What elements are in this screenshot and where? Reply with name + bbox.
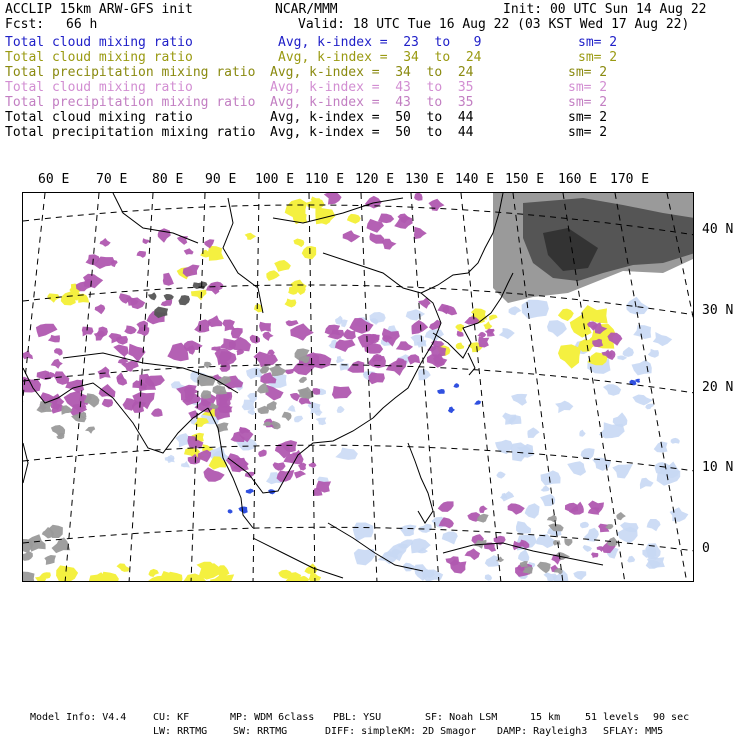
mid-cloud-blob [343, 230, 361, 242]
map-frame [22, 192, 694, 582]
low-cloud-yellow [117, 563, 130, 572]
grid-spacing: 15 km [530, 712, 561, 723]
field-name: Total precipitation mixing ratio [5, 65, 256, 80]
mid-cloud-blob [54, 348, 63, 356]
high-cloud-blob [148, 292, 157, 300]
low-cloud-yellow [558, 344, 581, 368]
low-cloud-blob [287, 405, 295, 412]
low-cloud-blob [617, 527, 638, 544]
low-cloud-blob [406, 309, 425, 320]
low-cloud-blob [502, 491, 515, 501]
longwave-scheme: LW: RRTMG [153, 726, 208, 737]
deep-cloud-spot [453, 383, 459, 388]
mid-cloud-blob [465, 548, 481, 560]
low-cloud-blob [547, 320, 567, 337]
mid-cloud-blob [335, 340, 356, 353]
low-cloud-blob [422, 570, 443, 583]
longitude-label: 120 E [355, 172, 395, 187]
field-name: Total precipitation mixing ratio [5, 95, 256, 110]
damping-scheme: DAMP: Rayleigh3 [497, 726, 588, 737]
time-step: 90 sec [653, 712, 690, 723]
organization-label: NCAR/MMM [275, 2, 338, 17]
mid-cloud-blob [113, 345, 128, 357]
field-smoothing: sm= 2 [578, 35, 618, 50]
high-cloud-blob [164, 294, 174, 300]
mid-cloud-blob [290, 393, 301, 401]
mid-cloud-blob [412, 320, 429, 334]
field-name: Total precipitation mixing ratio [5, 125, 256, 140]
high-cloud-blob [537, 562, 551, 574]
mid-cloud-blob [408, 354, 421, 364]
low-cloud-yellow [56, 565, 78, 582]
field-smoothing: sm= 2 [568, 125, 608, 140]
field-smoothing: sm= 2 [568, 110, 608, 125]
low-cloud-blob [337, 406, 345, 413]
low-cloud-blob [541, 486, 550, 492]
deep-cloud-spot [448, 407, 455, 414]
surface-scheme: SF: Noah LSM [425, 712, 498, 723]
low-cloud-blob [442, 532, 458, 545]
mid-cloud-blob [258, 450, 267, 458]
high-cloud-blob [178, 295, 190, 305]
mid-cloud-blob [208, 315, 222, 327]
low-cloud-yellow [208, 246, 224, 261]
longitude-label: 60 E [38, 172, 70, 187]
low-cloud-yellow [274, 260, 291, 272]
mid-cloud-blob [324, 193, 342, 205]
low-cloud-yellow [558, 309, 574, 322]
high-cloud-blob [564, 538, 572, 546]
field-name: Total cloud mixing ratio [5, 50, 193, 65]
field-name: Total cloud mixing ratio [5, 110, 193, 125]
low-cloud-blob [516, 521, 531, 534]
low-cloud-blob [671, 438, 680, 444]
low-cloud-blob [353, 523, 374, 542]
mid-cloud-blob [438, 501, 454, 512]
model-version: Model Info: V4.4 [30, 712, 127, 723]
high-cloud-blob [260, 366, 270, 373]
mid-cloud-blob [145, 375, 165, 386]
high-cloud-blob [299, 388, 308, 398]
deep-cloud-spot [437, 389, 445, 394]
low-cloud-blob [653, 332, 672, 346]
mid-cloud-blob [443, 305, 458, 315]
mid-cloud-blob [290, 323, 314, 340]
cloud-map [23, 193, 694, 582]
field-avg: Avg, k-index = 50 to 44 [270, 125, 474, 140]
high-cloud-blob [61, 405, 72, 415]
mid-cloud-blob [485, 329, 495, 336]
init-time: Init: 00 UTC Sun 14 Aug 22 [503, 2, 707, 17]
mid-cloud-blob [163, 273, 174, 286]
field-avg: Avg, k-index = 34 to 24 [278, 50, 482, 65]
low-cloud-blob [316, 418, 327, 426]
mid-cloud-blob [565, 503, 578, 512]
deep-cloud-spot [228, 509, 233, 513]
mid-cloud-blob [309, 462, 317, 468]
mid-cloud-blob [294, 471, 306, 479]
mid-cloud-blob [124, 325, 137, 334]
high-cloud-blob [204, 362, 212, 369]
mid-cloud-blob [478, 336, 489, 347]
pbl-scheme: PBL: YSU [333, 712, 382, 723]
low-cloud-blob [522, 300, 549, 319]
low-cloud-blob [294, 416, 303, 423]
mid-cloud-blob [277, 470, 295, 482]
low-cloud-blob [518, 549, 529, 562]
low-cloud-yellow [266, 270, 280, 281]
coastline [113, 193, 198, 243]
mid-cloud-blob [479, 506, 488, 514]
low-cloud-blob [335, 448, 358, 460]
high-cloud-blob [44, 555, 56, 565]
mid-cloud-blob [250, 335, 260, 344]
longitude-label: 170 E [610, 172, 650, 187]
microphysics-scheme: MP: WDM 6class [230, 712, 315, 723]
mid-cloud-blob [183, 265, 200, 277]
coastline [253, 538, 343, 578]
coastline [23, 443, 28, 483]
mid-cloud-blob [597, 546, 604, 552]
mid-cloud-blob [428, 199, 444, 211]
low-cloud-blob [612, 464, 633, 479]
mid-cloud-blob [36, 324, 58, 338]
cumulus-scheme: CU: KF [153, 712, 190, 723]
low-cloud-blob [579, 430, 585, 437]
mid-cloud-blob [116, 336, 128, 345]
low-cloud-yellow [347, 214, 361, 224]
field-avg: Avg, k-index = 50 to 44 [270, 110, 474, 125]
high-cloud-blob [299, 377, 307, 383]
coastline [408, 443, 433, 523]
low-cloud-blob [398, 540, 413, 549]
low-cloud-blob [336, 356, 345, 363]
low-cloud-yellow [285, 299, 297, 308]
low-cloud-blob [340, 363, 349, 371]
deep-cloud-spot [474, 400, 481, 405]
mid-cloud-blob [143, 238, 151, 244]
mid-cloud-blob [48, 335, 60, 343]
low-cloud-yellow [489, 315, 498, 321]
longitude-label: 150 E [505, 172, 545, 187]
mid-cloud-blob [396, 341, 413, 350]
mid-cloud-blob [382, 239, 397, 250]
mid-cloud-blob [311, 353, 331, 369]
longitude-label: 80 E [152, 172, 184, 187]
longitude-label: 130 E [405, 172, 445, 187]
mid-cloud-blob [591, 552, 598, 558]
high-cloud-blob [85, 427, 95, 434]
mid-cloud-blob [99, 384, 116, 397]
low-cloud-blob [623, 347, 634, 357]
mid-cloud-blob [137, 251, 146, 258]
mid-cloud-blob [100, 238, 111, 247]
low-cloud-blob [647, 519, 661, 531]
low-cloud-blob [499, 328, 515, 339]
field-avg: Avg, k-index = 43 to 35 [270, 80, 474, 95]
low-cloud-blob [645, 404, 654, 410]
forecast-hour: 66 h [66, 17, 98, 32]
low-cloud-blob [580, 522, 589, 529]
high-cloud-blob [616, 512, 626, 520]
low-cloud-yellow [302, 246, 317, 259]
latitude-label: 10 N [702, 460, 734, 475]
mid-cloud-blob [259, 322, 271, 332]
longitude-label: 110 E [305, 172, 345, 187]
low-cloud-blob [509, 306, 522, 315]
low-cloud-yellow [483, 321, 492, 330]
longitude-label: 140 E [455, 172, 495, 187]
low-cloud-blob [525, 503, 540, 518]
low-cloud-yellow [285, 199, 307, 218]
low-cloud-blob [181, 461, 190, 468]
low-cloud-yellow [148, 569, 159, 577]
mid-cloud-blob [312, 388, 320, 395]
low-cloud-blob [583, 545, 592, 552]
mid-cloud-blob [263, 332, 274, 342]
field-smoothing: sm= 2 [578, 50, 618, 65]
high-cloud-blob [553, 540, 561, 546]
mid-cloud-blob [477, 332, 486, 338]
coastline [323, 253, 421, 293]
low-cloud-blob [485, 574, 492, 580]
model-title: ACCLIP 15km ARW-GFS init [5, 2, 193, 17]
low-cloud-blob [627, 556, 635, 563]
low-cloud-blob [654, 442, 668, 453]
latitude-label: 20 N [702, 380, 734, 395]
diffusion-scheme: DIFF: simple [325, 726, 398, 737]
mid-cloud-blob [588, 507, 600, 515]
low-cloud-yellow [456, 343, 464, 350]
low-cloud-blob [567, 461, 586, 475]
longitude-label: 70 E [96, 172, 128, 187]
high-cloud-blob [201, 390, 212, 398]
mid-cloud-blob [414, 193, 422, 201]
surface-layer-scheme: SFLAY: MM5 [603, 726, 664, 737]
low-cloud-blob [541, 470, 561, 485]
high-cloud-blob [36, 401, 52, 413]
low-cloud-blob [632, 360, 652, 375]
longitude-label: 90 E [205, 172, 237, 187]
mid-cloud-blob [508, 503, 525, 514]
mid-cloud-blob [184, 248, 194, 255]
mid-cloud-blob [177, 236, 188, 245]
longitude-label: 100 E [255, 172, 295, 187]
low-cloud-yellow [245, 233, 257, 240]
mid-cloud-blob [222, 320, 235, 332]
low-cloud-blob [399, 525, 417, 537]
km-scheme: KM: 2D Smagor [398, 726, 477, 737]
low-cloud-blob [418, 369, 431, 381]
low-cloud-yellow [101, 572, 119, 582]
high-cloud-blob [212, 385, 227, 394]
field-avg: Avg, k-index = 34 to 24 [270, 65, 474, 80]
mid-cloud-blob [325, 325, 341, 336]
vertical-levels: 51 levels [585, 712, 640, 723]
low-cloud-blob [511, 394, 527, 406]
mid-cloud-blob [273, 462, 286, 471]
low-cloud-blob [527, 427, 539, 438]
low-cloud-blob [242, 400, 255, 411]
low-cloud-blob [411, 335, 427, 346]
field-smoothing: sm= 2 [568, 80, 608, 95]
low-cloud-blob [648, 349, 659, 358]
low-cloud-blob [640, 478, 654, 490]
mid-cloud-blob [203, 467, 224, 482]
latitude-label: 30 N [702, 303, 734, 318]
low-cloud-yellow [191, 290, 207, 301]
mid-cloud-blob [95, 304, 106, 314]
mid-cloud-blob [286, 320, 299, 326]
latitude-label: 40 N [702, 222, 734, 237]
low-cloud-blob [555, 401, 573, 414]
mid-cloud-blob [54, 371, 70, 385]
low-cloud-blob [603, 384, 621, 396]
field-smoothing: sm= 2 [568, 65, 608, 80]
mid-cloud-blob [51, 359, 63, 369]
latitude-label: 0 [702, 541, 710, 556]
low-cloud-blob [573, 571, 586, 580]
field-smoothing: sm= 2 [568, 95, 608, 110]
low-cloud-blob [246, 367, 263, 379]
field-avg: Avg, k-index = 43 to 35 [270, 95, 474, 110]
coastline [468, 353, 475, 375]
forecast-label: Fcst: [5, 17, 45, 32]
low-cloud-blob [592, 458, 611, 471]
deep-cloud-spot [246, 489, 254, 494]
low-cloud-yellow [293, 239, 304, 248]
mid-cloud-blob [332, 386, 352, 399]
low-cloud-blob [670, 507, 689, 522]
field-name: Total cloud mixing ratio [5, 35, 193, 50]
shortwave-scheme: SW: RRTMG [233, 726, 288, 737]
valid-time: Valid: 18 UTC Tue 16 Aug 22 (03 KST Wed 17 Aug 22) [298, 17, 690, 32]
mid-cloud-blob [378, 214, 394, 224]
longitude-label: 160 E [558, 172, 598, 187]
low-cloud-blob [642, 547, 656, 558]
cloud-fields [23, 193, 694, 582]
low-cloud-blob [496, 472, 505, 479]
mid-cloud-blob [102, 399, 114, 408]
mid-cloud-blob [450, 559, 466, 573]
low-cloud-blob [341, 320, 348, 328]
mid-cloud-blob [368, 372, 385, 384]
mid-cloud-blob [367, 356, 386, 368]
longitude-line [253, 193, 259, 582]
field-name: Total cloud mixing ratio [5, 80, 193, 95]
mid-cloud-blob [97, 327, 108, 338]
low-cloud-blob [633, 325, 651, 339]
mid-cloud-blob [414, 227, 427, 239]
low-cloud-blob [581, 448, 595, 460]
high-cloud-blob [23, 572, 35, 583]
low-cloud-blob [419, 524, 432, 533]
deep-cloud-spot [635, 379, 640, 383]
high-cloud-blob [154, 307, 168, 319]
high-cloud-blob [257, 383, 269, 394]
mid-cloud-blob [151, 408, 163, 417]
high-cloud-blob [282, 412, 292, 421]
field-avg: Avg, k-index = 23 to 9 [278, 35, 482, 50]
mid-cloud-blob [347, 361, 364, 373]
